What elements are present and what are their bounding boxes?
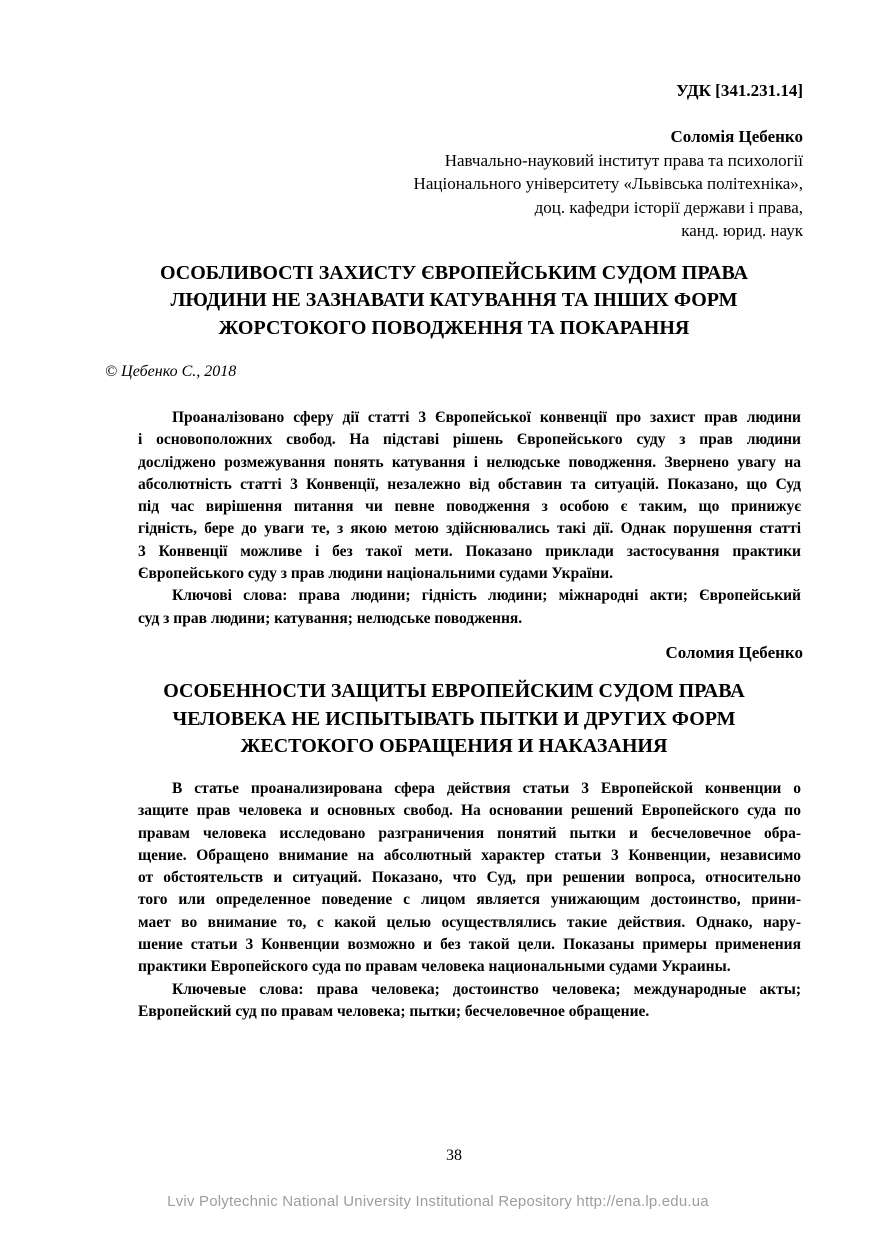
title-line: ОСОБЛИВОСТІ ЗАХИСТУ ЄВРОПЕЙСЬКИМ СУДОМ ПРАВА xyxy=(160,261,748,284)
udc-code: УДК [341.231.14] xyxy=(676,81,803,100)
abstract-ua-line: 3 Конвенції можливе і без такої мети. Показано приклади застосування практики xyxy=(138,542,801,560)
abstract-ru-line: того или определенное поведение с лицом является унижающим достоинство, прини- xyxy=(138,891,801,909)
abstract-ua xyxy=(138,407,801,630)
title-line: ЖОРСТОКОГО ПОВОДЖЕННЯ ТА ПОКАРАННЯ xyxy=(218,316,690,339)
abstract-ru-line: практики Европейского суда по правам человека национальными судами Украины. xyxy=(138,958,731,976)
affiliation-line: Навчально-науковий інститут права та психології xyxy=(444,150,803,170)
affiliation-line: канд. юрид. наук xyxy=(681,221,803,240)
abstract-ua-line: і основоположних свобод. На підставі рішень Європейського суду з прав людини xyxy=(138,431,801,449)
article-title-ru xyxy=(105,678,803,761)
affiliation-line: доц. кафедри історії держави і права, xyxy=(534,197,803,217)
abstract-ru-line: мает во внимание то, с какой целью осуществлялись такие действия. Однако, нару- xyxy=(138,913,801,931)
abstract-ru-line: от обстоятельств и ситуаций. Показано, что Суд, при решении вопроса, относительно xyxy=(138,869,801,887)
keywords-ua-line: Ключові слова: права людини; гідність людини; міжнародні акти; Європейський xyxy=(172,587,801,605)
abstract-ua-line: Проаналізовано сферу дії статті 3 Європейської конвенції про захист прав людини xyxy=(172,409,801,426)
abstract-ua-line: гідність, бере до уваги те, з якою метою здійснювались такі дії. Однак порушення статті xyxy=(138,520,801,538)
author-name-ru: Соломия Цебенко xyxy=(665,642,803,662)
abstract-ru-line: В статье проанализирована сфера действия статьи 3 Европейской конвенции о xyxy=(172,779,801,797)
abstract-ua-line: абсолютність статті 3 Конвенції, незалежно від обставин та ситуацій. Показано, що Суд xyxy=(138,475,801,493)
header-block xyxy=(105,125,803,243)
copyright-notice: © Цебенко С., 2018 xyxy=(105,363,237,380)
abstract-ru-line: щение. Обращено внимание на абсолютный характер статьи 3 Конвенции, независимо xyxy=(138,846,801,864)
affiliation-line: Національного університету «Львівська політехніка», xyxy=(413,174,803,193)
title-line: ЧЕЛОВЕКА НЕ ИСПЫТЫВАТЬ ПЫТКИ И ДРУГИХ ФОРМ xyxy=(172,707,736,730)
title-line: ЛЮДИНИ НЕ ЗАЗНАВАТИ КАТУВАННЯ ТА ІНШИХ ФОРМ xyxy=(170,289,738,311)
title-line: ЖЕСТОКОГО ОБРАЩЕНИЯ И НАКАЗАНИЯ xyxy=(240,735,668,758)
repository-footer: Lviv Polytechnic National University Institutional Repository http://ena.lp.edu.ua xyxy=(167,1193,709,1210)
keywords-ua-line: суд з прав людини; катування; нелюдське поводження. xyxy=(138,609,523,627)
keywords-ru-line: Европейский суд по правам человека; пытки; бесчеловечное обращение. xyxy=(138,1002,650,1020)
abstract-ru-line: правам человека исследовано разграничения понятий пытки и бесчеловечное обра- xyxy=(138,824,801,842)
abstract-ua-line: під час вирішення питання чи певне поводження з особою є таким, що принижує xyxy=(138,498,801,516)
article-title-ua xyxy=(105,260,803,343)
keywords-ru-line: Ключевые слова: права человека; достоинство человека; международные акты; xyxy=(172,980,801,998)
abstract-ru xyxy=(138,778,801,1023)
abstract-ru-line: шение статьи 3 Конвенции возможно и без такой цели. Показаны примеры применения xyxy=(138,936,801,954)
document-page xyxy=(105,0,803,1023)
author-name-ua: Соломія Цебенко xyxy=(670,127,803,146)
page-number: 38 xyxy=(446,1147,462,1164)
title-line: ОСОБЕННОСТИ ЗАЩИТЫ ЕВРОПЕЙСКИМ СУДОМ ПРАВА xyxy=(163,680,745,703)
abstract-ua-line: досліджено розмежування понять катування і нелюдське поводження. Звернено увагу на xyxy=(138,453,801,471)
abstract-ru-line: защите прав человека и основных свобод. На основании решений Европейского суда по xyxy=(138,802,801,820)
abstract-ua-line: Європейського суду з прав людини національними судами України. xyxy=(138,565,614,583)
